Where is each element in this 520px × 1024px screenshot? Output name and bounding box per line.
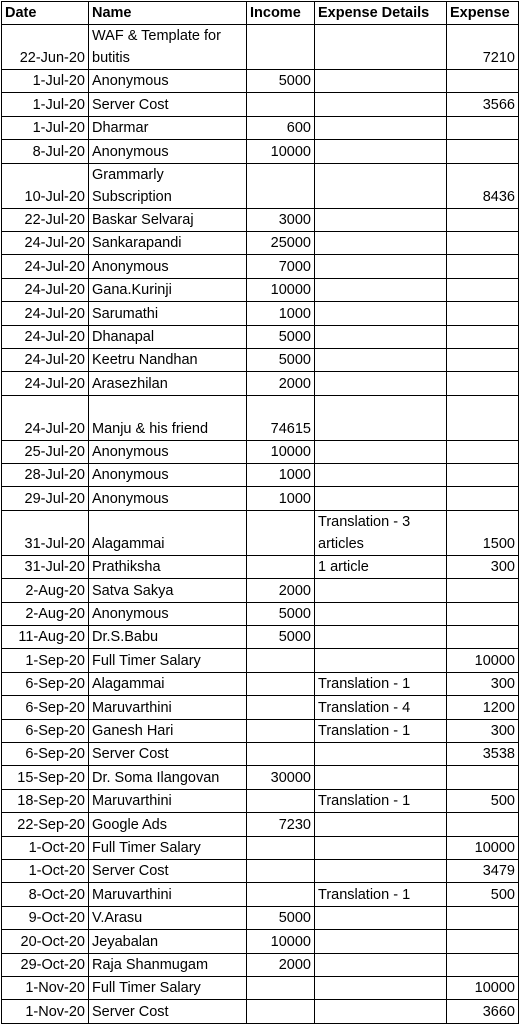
cell-date: 1-Jul-20 <box>2 93 89 116</box>
cell-expense-details <box>315 766 447 789</box>
cell-expense-details <box>315 302 447 325</box>
cell-name: Satva Sakya <box>89 579 247 602</box>
cell-expense-details: Translation - 4 <box>315 696 447 719</box>
cell-expense <box>447 348 519 371</box>
cell-expense-details <box>315 976 447 999</box>
cell-date: 15-Sep-20 <box>2 766 89 789</box>
cell-expense-details <box>315 25 447 70</box>
cell-expense-details <box>315 742 447 765</box>
table-row <box>2 906 519 929</box>
cell-expense-details <box>315 255 447 278</box>
cell-expense: 1500 <box>447 510 519 555</box>
cell-expense-details <box>315 930 447 953</box>
cell-expense: 10000 <box>447 976 519 999</box>
table-row <box>2 25 519 70</box>
cell-expense: 7210 <box>447 25 519 70</box>
cell-date: 24-Jul-20 <box>2 372 89 395</box>
cell-income: 25000 <box>247 231 315 254</box>
cell-expense-details <box>315 906 447 929</box>
cell-income <box>247 672 315 695</box>
cell-expense: 300 <box>447 555 519 578</box>
cell-expense: 3538 <box>447 742 519 765</box>
ledger-body <box>2 25 519 1024</box>
cell-income: 2000 <box>247 953 315 976</box>
cell-date: 1-Oct-20 <box>2 859 89 882</box>
table-row <box>2 602 519 625</box>
cell-expense <box>447 302 519 325</box>
cell-expense <box>447 116 519 139</box>
cell-expense <box>447 278 519 301</box>
cell-name: Arasezhilan <box>89 372 247 395</box>
cell-expense-details <box>315 372 447 395</box>
cell-income: 5000 <box>247 348 315 371</box>
cell-expense-details <box>315 348 447 371</box>
cell-expense <box>447 70 519 93</box>
cell-name: Server Cost <box>89 93 247 116</box>
table-row <box>2 555 519 578</box>
cell-income <box>247 696 315 719</box>
cell-expense: 10000 <box>447 836 519 859</box>
table-row <box>2 766 519 789</box>
cell-name: Anonymous <box>89 487 247 510</box>
cell-expense-details <box>315 208 447 231</box>
cell-date: 9-Oct-20 <box>2 906 89 929</box>
cell-expense <box>447 930 519 953</box>
cell-expense-details <box>315 813 447 836</box>
cell-expense-details <box>315 836 447 859</box>
cell-expense-details <box>315 395 447 440</box>
cell-income: 2000 <box>247 579 315 602</box>
cell-name: Alagammai <box>89 510 247 555</box>
cell-date: 1-Oct-20 <box>2 836 89 859</box>
cell-date: 8-Oct-20 <box>2 883 89 906</box>
cell-income: 10000 <box>247 278 315 301</box>
cell-expense-details <box>315 464 447 487</box>
cell-expense-details: Translation - 1 <box>315 789 447 812</box>
cell-income <box>247 836 315 859</box>
table-row <box>2 510 519 555</box>
cell-expense-details: 1 article <box>315 555 447 578</box>
cell-name: Keetru Nandhan <box>89 348 247 371</box>
cell-name: Google Ads <box>89 813 247 836</box>
cell-date: 1-Nov-20 <box>2 1000 89 1023</box>
cell-date: 6-Sep-20 <box>2 742 89 765</box>
cell-date: 20-Oct-20 <box>2 930 89 953</box>
cell-name: Server Cost <box>89 859 247 882</box>
cell-date: 24-Jul-20 <box>2 325 89 348</box>
cell-expense-details <box>315 278 447 301</box>
cell-date: 24-Jul-20 <box>2 255 89 278</box>
cell-income: 10000 <box>247 930 315 953</box>
cell-expense: 3479 <box>447 859 519 882</box>
cell-income <box>247 25 315 70</box>
cell-expense-details <box>315 649 447 672</box>
cell-date: 22-Sep-20 <box>2 813 89 836</box>
cell-date: 25-Jul-20 <box>2 440 89 463</box>
cell-date: 6-Sep-20 <box>2 719 89 742</box>
cell-expense-details: Translation - 1 <box>315 719 447 742</box>
cell-date: 24-Jul-20 <box>2 278 89 301</box>
cell-date: 1-Jul-20 <box>2 70 89 93</box>
table-row <box>2 649 519 672</box>
table-row <box>2 278 519 301</box>
header-income: Income <box>247 2 315 25</box>
cell-name: Baskar Selvaraj <box>89 208 247 231</box>
cell-expense-details <box>315 325 447 348</box>
cell-income: 7000 <box>247 255 315 278</box>
cell-income: 5000 <box>247 602 315 625</box>
cell-date: 22-Jul-20 <box>2 208 89 231</box>
cell-income: 5000 <box>247 906 315 929</box>
cell-income <box>247 719 315 742</box>
cell-expense <box>447 766 519 789</box>
cell-expense <box>447 395 519 440</box>
table-row <box>2 859 519 882</box>
cell-income <box>247 1000 315 1023</box>
table-row <box>2 696 519 719</box>
cell-name: Prathiksha <box>89 555 247 578</box>
cell-date: 28-Jul-20 <box>2 464 89 487</box>
cell-income: 3000 <box>247 208 315 231</box>
cell-expense <box>447 626 519 649</box>
cell-date: 22-Jun-20 <box>2 25 89 70</box>
cell-expense <box>447 487 519 510</box>
cell-expense <box>447 140 519 163</box>
cell-name: Anonymous <box>89 70 247 93</box>
header-name: Name <box>89 2 247 25</box>
cell-income <box>247 649 315 672</box>
cell-expense <box>447 813 519 836</box>
cell-name: Maruvarthini <box>89 883 247 906</box>
cell-income: 1000 <box>247 302 315 325</box>
header-expense: Expense <box>447 2 519 25</box>
cell-name: Dr.S.Babu <box>89 626 247 649</box>
cell-expense-details: Translation - 1 <box>315 672 447 695</box>
cell-date: 2-Aug-20 <box>2 602 89 625</box>
cell-date: 29-Oct-20 <box>2 953 89 976</box>
cell-name: Server Cost <box>89 1000 247 1023</box>
cell-date: 24-Jul-20 <box>2 348 89 371</box>
cell-expense <box>447 255 519 278</box>
cell-expense <box>447 208 519 231</box>
table-row <box>2 719 519 742</box>
cell-name: Server Cost <box>89 742 247 765</box>
cell-expense <box>447 602 519 625</box>
cell-expense <box>447 325 519 348</box>
cell-income: 2000 <box>247 372 315 395</box>
cell-date: 6-Sep-20 <box>2 672 89 695</box>
cell-expense-details <box>315 579 447 602</box>
cell-income: 74615 <box>247 395 315 440</box>
table-row <box>2 302 519 325</box>
cell-expense: 500 <box>447 883 519 906</box>
table-row <box>2 116 519 139</box>
cell-expense <box>447 906 519 929</box>
table-row <box>2 255 519 278</box>
cell-expense-details <box>315 70 447 93</box>
table-row <box>2 883 519 906</box>
cell-date: 18-Sep-20 <box>2 789 89 812</box>
table-row <box>2 976 519 999</box>
cell-name: Anonymous <box>89 255 247 278</box>
cell-name: Ganesh Hari <box>89 719 247 742</box>
cell-expense-details <box>315 1000 447 1023</box>
cell-name: Anonymous <box>89 440 247 463</box>
table-row <box>2 231 519 254</box>
cell-expense-details <box>315 163 447 208</box>
cell-name: Dr. Soma Ilangovan <box>89 766 247 789</box>
table-row <box>2 70 519 93</box>
cell-expense-details <box>315 602 447 625</box>
cell-expense-details <box>315 93 447 116</box>
cell-date: 1-Jul-20 <box>2 116 89 139</box>
table-row <box>2 140 519 163</box>
table-row <box>2 372 519 395</box>
cell-expense-details <box>315 231 447 254</box>
cell-name: Full Timer Salary <box>89 649 247 672</box>
header-date: Date <box>2 2 89 25</box>
table-row <box>2 626 519 649</box>
cell-income <box>247 976 315 999</box>
cell-date: 1-Nov-20 <box>2 976 89 999</box>
cell-name: Dhanapal <box>89 325 247 348</box>
table-row <box>2 789 519 812</box>
table-row <box>2 742 519 765</box>
cell-name: Full Timer Salary <box>89 976 247 999</box>
cell-expense-details <box>315 140 447 163</box>
cell-expense <box>447 953 519 976</box>
cell-expense-details: Translation - 1 <box>315 883 447 906</box>
cell-income: 5000 <box>247 325 315 348</box>
table-row <box>2 163 519 208</box>
table-row <box>2 440 519 463</box>
cell-date: 24-Jul-20 <box>2 302 89 325</box>
cell-name: Gana.Kurinji <box>89 278 247 301</box>
cell-date: 8-Jul-20 <box>2 140 89 163</box>
cell-expense: 10000 <box>447 649 519 672</box>
cell-income: 600 <box>247 116 315 139</box>
table-row <box>2 813 519 836</box>
table-row <box>2 348 519 371</box>
cell-expense-details <box>315 116 447 139</box>
cell-expense-details: Translation - 3 articles <box>315 510 447 555</box>
table-row <box>2 1000 519 1023</box>
cell-name: Manju & his friend <box>89 395 247 440</box>
table-row <box>2 930 519 953</box>
header-expense-details: Expense Details <box>315 2 447 25</box>
table-row <box>2 395 519 440</box>
cell-date: 31-Jul-20 <box>2 510 89 555</box>
cell-name: V.Arasu <box>89 906 247 929</box>
cell-expense: 3566 <box>447 93 519 116</box>
cell-income <box>247 163 315 208</box>
cell-expense <box>447 579 519 602</box>
cell-income: 1000 <box>247 464 315 487</box>
cell-expense <box>447 440 519 463</box>
cell-name: WAF & Template for butitis <box>89 25 247 70</box>
cell-expense-details <box>315 626 447 649</box>
cell-date: 11-Aug-20 <box>2 626 89 649</box>
cell-income <box>247 555 315 578</box>
cell-date: 6-Sep-20 <box>2 696 89 719</box>
cell-date: 29-Jul-20 <box>2 487 89 510</box>
cell-name: Full Timer Salary <box>89 836 247 859</box>
cell-name: Anonymous <box>89 602 247 625</box>
table-row <box>2 464 519 487</box>
table-row <box>2 208 519 231</box>
cell-name: Dharmar <box>89 116 247 139</box>
cell-name: Maruvarthini <box>89 789 247 812</box>
cell-income: 1000 <box>247 487 315 510</box>
cell-name: Anonymous <box>89 464 247 487</box>
cell-name: Jeyabalan <box>89 930 247 953</box>
cell-name: Sarumathi <box>89 302 247 325</box>
cell-name: Raja Shanmugam <box>89 953 247 976</box>
cell-income <box>247 859 315 882</box>
table-row <box>2 325 519 348</box>
cell-expense: 1200 <box>447 696 519 719</box>
cell-expense-details <box>315 953 447 976</box>
cell-date: 31-Jul-20 <box>2 555 89 578</box>
cell-name: Anonymous <box>89 140 247 163</box>
ledger-table <box>1 1 519 1024</box>
table-row <box>2 579 519 602</box>
cell-date: 24-Jul-20 <box>2 231 89 254</box>
cell-expense: 3660 <box>447 1000 519 1023</box>
cell-income <box>247 742 315 765</box>
cell-name: Grammarly Subscription <box>89 163 247 208</box>
cell-name: Maruvarthini <box>89 696 247 719</box>
table-row <box>2 953 519 976</box>
cell-name: Sankarapandi <box>89 231 247 254</box>
cell-date: 2-Aug-20 <box>2 579 89 602</box>
table-row <box>2 836 519 859</box>
cell-income <box>247 883 315 906</box>
header-row <box>2 2 519 25</box>
cell-date: 10-Jul-20 <box>2 163 89 208</box>
cell-date: 1-Sep-20 <box>2 649 89 672</box>
table-row <box>2 487 519 510</box>
cell-income: 5000 <box>247 70 315 93</box>
cell-expense <box>447 231 519 254</box>
cell-date: 24-Jul-20 <box>2 395 89 440</box>
table-row <box>2 672 519 695</box>
cell-expense: 8436 <box>447 163 519 208</box>
cell-income: 7230 <box>247 813 315 836</box>
cell-expense-details <box>315 487 447 510</box>
cell-income <box>247 93 315 116</box>
cell-expense <box>447 464 519 487</box>
cell-income: 10000 <box>247 440 315 463</box>
cell-income: 5000 <box>247 626 315 649</box>
cell-expense <box>447 372 519 395</box>
table-row <box>2 93 519 116</box>
cell-income: 30000 <box>247 766 315 789</box>
cell-expense-details <box>315 859 447 882</box>
cell-expense-details <box>315 440 447 463</box>
cell-expense: 500 <box>447 789 519 812</box>
cell-income <box>247 789 315 812</box>
cell-income: 10000 <box>247 140 315 163</box>
cell-expense: 300 <box>447 672 519 695</box>
cell-expense: 300 <box>447 719 519 742</box>
cell-name: Alagammai <box>89 672 247 695</box>
cell-income <box>247 510 315 555</box>
